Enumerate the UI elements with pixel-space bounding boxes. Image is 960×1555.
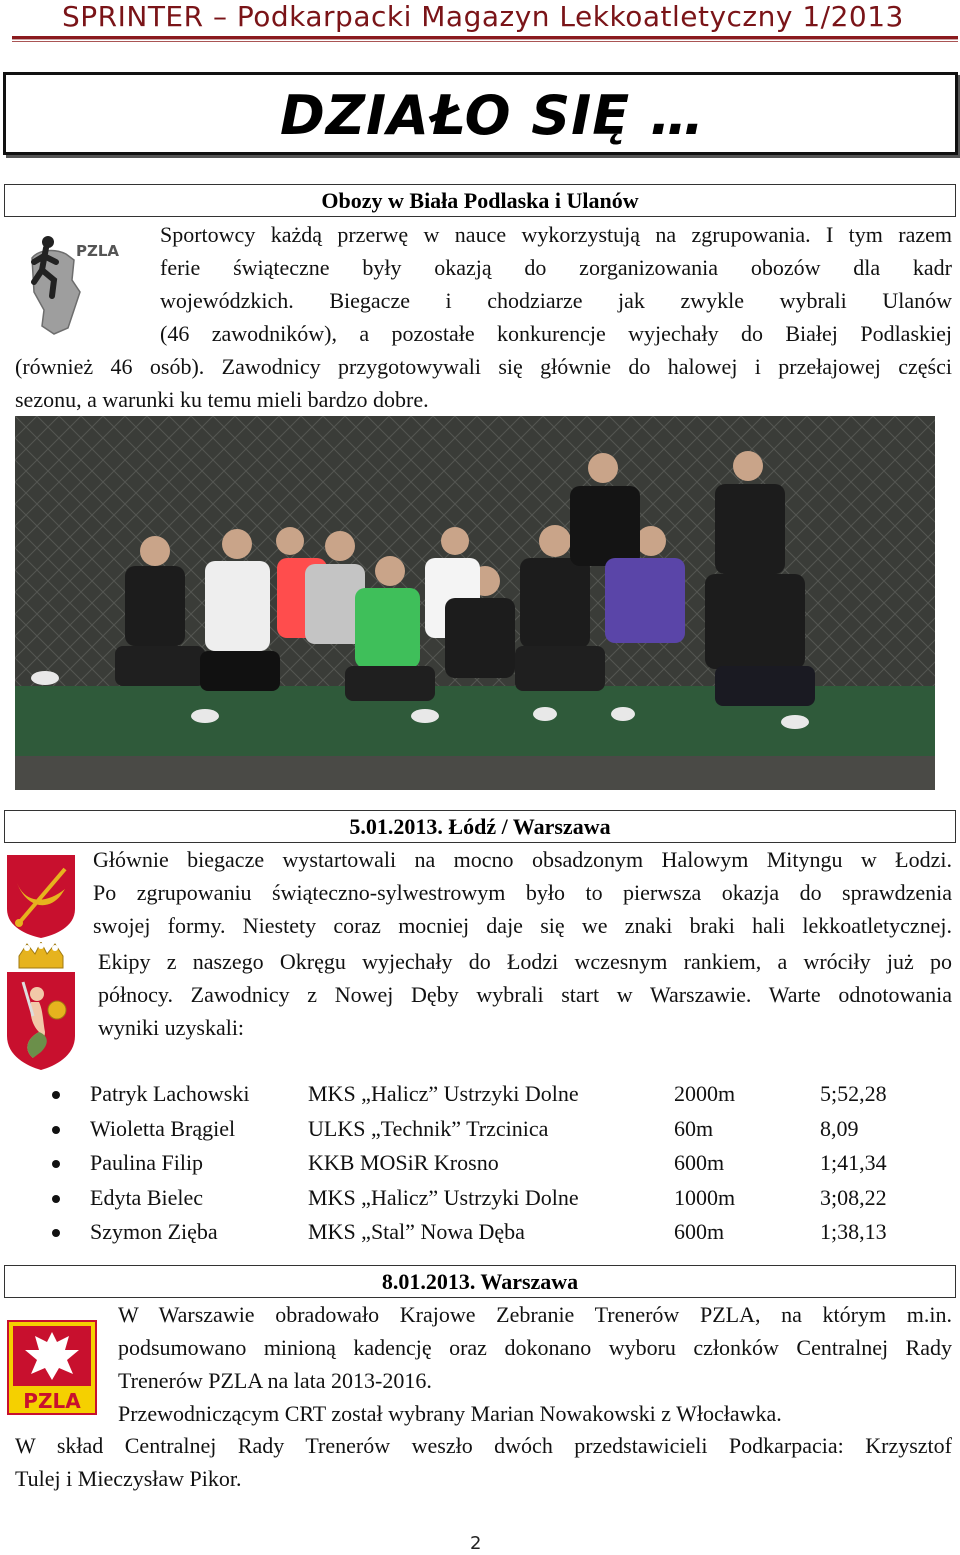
- bullet-icon: [52, 1195, 60, 1203]
- athlete-name: Wioletta Brągiel: [90, 1115, 236, 1141]
- bullet-icon: [52, 1160, 60, 1168]
- list-item: [50, 1215, 930, 1250]
- list-item: [50, 1077, 930, 1112]
- athlete-club: MKS „Halicz” Ustrzyki Dolne: [308, 1081, 579, 1106]
- athlete-club: MKS „Halicz” Ustrzyki Dolne: [308, 1184, 579, 1210]
- athlete-club: ULKS „Technik” Trzcinica: [308, 1115, 549, 1141]
- group-photo: [15, 416, 935, 790]
- header-rule-thin: [12, 41, 958, 42]
- page-title: DZIAŁO SIĘ …: [280, 84, 705, 147]
- section2-line-6: wyniki uzyskali:: [98, 1015, 245, 1040]
- results-list: [50, 1077, 930, 1250]
- athlete-event: 2000m: [674, 1081, 736, 1106]
- section-heading-obozy: Obozy w Biała Podlaska i Ulanów: [4, 184, 956, 217]
- athlete-name: Patryk Lachowski: [90, 1081, 250, 1106]
- athlete-event: 1000m: [674, 1184, 736, 1210]
- athlete-event: 60m: [674, 1115, 714, 1141]
- pzla-logo-text: PZLA: [76, 242, 120, 260]
- section2-line-5: północy. Zawodnicy z Nowej Dęby wybrali start w Warszawie. Warte odnotowania: [98, 982, 952, 1007]
- athlete-time: 5;52,28: [820, 1081, 887, 1106]
- list-item: [50, 1112, 930, 1147]
- bullet-icon: [52, 1229, 60, 1237]
- athlete-club: KKB MOSiR Krosno: [308, 1150, 499, 1175]
- athlete-name: Edyta Bielec: [90, 1184, 204, 1210]
- section1-line-2: ferie świąteczne były okazją do zorganizowania obozów dla kadr: [160, 255, 952, 280]
- section3-line-1: W Warszawie obradowało Krajowe Zebranie Trenerów PZLA, na którym m.in.: [118, 1302, 952, 1327]
- section3-line-6: Tulej i Mieczysław Pikor.: [15, 1466, 242, 1491]
- section2-line-4: Ekipy z naszego Okręgu wyjechały do Łodzi wczesnym rankiem, a wróciły już po: [98, 949, 952, 974]
- section2-line-1: Głównie biegacze wystartowali na mocno obsadzonym Halowym Mityngu w Łodzi.: [93, 847, 952, 872]
- lodz-coat-of-arms-icon: [5, 853, 77, 939]
- athlete-event: 600m: [674, 1219, 725, 1244]
- pzla-logo-text: PZLA: [23, 1389, 81, 1413]
- athlete-time: 1;41,34: [820, 1150, 887, 1175]
- athlete-event: 600m: [674, 1150, 725, 1175]
- list-item: [50, 1146, 930, 1181]
- athlete-time: 8,09: [820, 1115, 859, 1141]
- athlete-time: 1;38,13: [820, 1219, 887, 1244]
- section1-line-1: Sportowcy każdą przerwę w nauce wykorzystują na zgrupowania. I tym razem: [160, 222, 952, 247]
- athlete-name: Szymon Zięba: [90, 1219, 218, 1244]
- bullet-icon: [52, 1091, 60, 1099]
- section-heading-warszawa: 8.01.2013. Warszawa: [4, 1265, 956, 1298]
- athlete-club: MKS „Stal” Nowa Dęba: [308, 1219, 525, 1244]
- section2-line-2: Po zgrupowaniu świąteczno-sylwestrowym było to pierwsza okazja do sprawdzenia: [93, 880, 952, 905]
- section1-line-6: sezonu, a warunki ku temu mieli bardzo dobre.: [15, 387, 429, 412]
- list-item: [50, 1181, 930, 1216]
- section-heading-lodz: 5.01.2013. Łódź / Warszawa: [4, 810, 956, 843]
- section1-line-3: wojewódzkich. Biegacze i chodziarze jak zwykle wybrali Ulanów: [160, 288, 952, 313]
- section1-line-5: (również 46 osób). Zawodnicy przygotowywali się głównie do halowej i przełajowej części: [15, 354, 952, 379]
- section2-line-3: swojej formy. Niestety coraz mocniej daje się we znaki braki hali lekkoatletycznej.: [93, 913, 952, 938]
- warsaw-coat-of-arms-icon: [5, 942, 77, 1072]
- pzla-runner-logo-icon: [24, 230, 124, 338]
- section3-line-5: W skład Centralnej Rady Trenerów weszło dwóch przedstawicieli Podkarpacia: Krzysztof: [15, 1433, 952, 1458]
- section3-line-2: podsumowano minioną kadencję oraz dokonano wyboru członków Centralnej Rady: [118, 1335, 952, 1360]
- magazine-header: SPRINTER – Podkarpacki Magazyn Lekkoatletyczny 1/2013: [62, 0, 904, 33]
- pzla-eagle-logo-icon: [7, 1320, 97, 1415]
- athlete-name: Paulina Filip: [90, 1150, 204, 1175]
- section3-line-4: Przewodniczącym CRT został wybrany Marian Nowakowski z Włocławka.: [118, 1401, 782, 1426]
- section3-line-3: Trenerów PZLA na lata 2013-2016.: [118, 1368, 432, 1393]
- athlete-time: 3;08,22: [820, 1184, 887, 1210]
- header-rule: [12, 36, 958, 40]
- page-number: 2: [470, 1533, 482, 1554]
- bullet-icon: [52, 1126, 60, 1134]
- section1-line-4: (46 zawodników), a pozostałe konkurencje wyjechały do Białej Podlaskiej: [160, 321, 952, 346]
